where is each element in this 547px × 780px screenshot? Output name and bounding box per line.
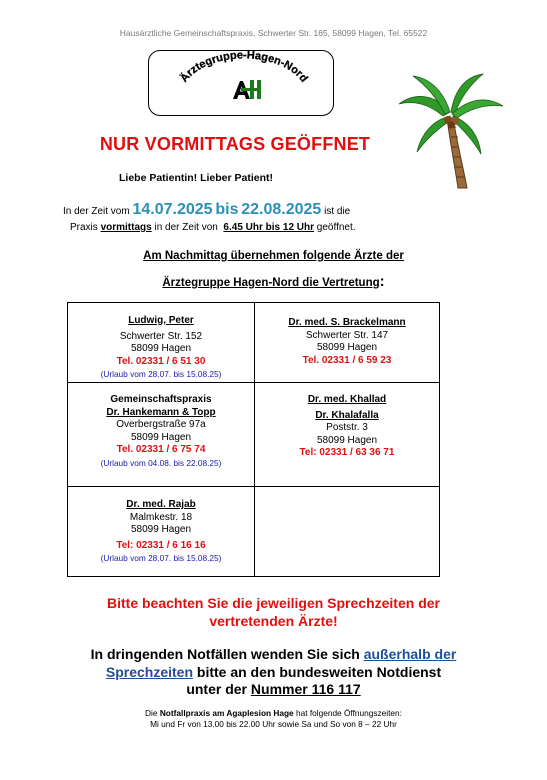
doctor-city: 58099 Hagen bbox=[130, 524, 192, 535]
doctor-street: Poststr. 3 bbox=[326, 422, 368, 433]
doctor-phone: Tel: 02331 / 6 16 16 bbox=[116, 539, 206, 551]
hours-text-e: geöffnet. bbox=[316, 222, 356, 233]
practice-header: Hausärztliche Gemeinschaftspraxis, Schwerter Str. 165, 58099 Hagen, Tel. 65522 bbox=[119, 28, 428, 38]
doctor-street: Malmkestr. 18 bbox=[129, 511, 193, 523]
practice-logo bbox=[148, 50, 334, 116]
mornings-text: vormittags bbox=[100, 222, 152, 233]
hours-text-a: Praxis bbox=[70, 222, 98, 233]
doctor-card-rajab bbox=[68, 499, 254, 565]
doctor-name: Dr. med. S. Brackelmann bbox=[288, 317, 406, 328]
emergency-number: Nummer 116 117 bbox=[250, 681, 361, 697]
doctor-vacation: (Urlaub vom 28.07. bis 15.08.25) bbox=[100, 369, 222, 379]
doctor-name: Dr. Hankemann & Topp bbox=[106, 406, 216, 418]
emergency-notice: In dringenden Notfällen wenden Sie sich außerhalb der Sprechzeiten bitte an den bundesweiten Notdienst unter der Nummer 116 117 bbox=[90, 646, 457, 697]
hours-range: 6.45 Uhr bis 12 Uhr bbox=[223, 222, 315, 233]
doctor-city: 58099 Hagen bbox=[316, 434, 378, 446]
hours-text-c: in der Zeit von bbox=[154, 222, 218, 233]
doctor-street: Schwerter Str. 147 bbox=[305, 329, 389, 341]
doctor-card-khallad-khalafalla bbox=[254, 394, 440, 460]
doctor-city: 58099 Hagen bbox=[130, 431, 192, 443]
opening-hours-line bbox=[70, 222, 356, 233]
substitution-heading-2: Ärztegruppe Hagen-Nord die Vertretung: bbox=[162, 273, 385, 290]
logo-graphic bbox=[149, 51, 332, 114]
logo-arc-text: Ärztegruppe-Hagen-Nord bbox=[178, 51, 310, 85]
substitution-heading-1: Am Nachmittag übernehmen folgende Ärzte der bbox=[143, 250, 404, 262]
doctor-vacation: (Urlaub vom 04.08. bis 22.08.25) bbox=[100, 457, 222, 468]
consultation-hours-notice: Bitte beachten Sie die jeweiligen Sprechzeiten der vertretenden Ärzte! bbox=[107, 595, 440, 629]
table-divider bbox=[68, 382, 439, 383]
emergency-practice-hours: Die Notfallpraxis am Agaplesion Hage hat folgende Öffnungszeiten: Mi und Fr von 13.00 bis 22.00 Uhr sowie Sa und So von 8 – 22 Uhr bbox=[145, 708, 402, 729]
doctor-name: Dr. med. Khallad bbox=[307, 394, 387, 405]
period-post-text: ist die bbox=[324, 206, 351, 217]
doctor-city: 58099 Hagen bbox=[130, 343, 192, 354]
period-pre-text: In der Zeit vom bbox=[63, 206, 130, 217]
doctor-card-brackelmann bbox=[254, 317, 440, 367]
doctor-phone: Tel. 02331 / 6 51 30 bbox=[116, 355, 206, 367]
doctor-phone: Tel: 02331 / 63 36 71 bbox=[299, 447, 395, 458]
closing-notice-title: NUR VORMITTAGS GEÖFFNET bbox=[99, 134, 371, 154]
palm-tree-illustration bbox=[395, 72, 505, 190]
practice-type: Gemeinschaftspraxis bbox=[110, 394, 212, 405]
doctor-card-hankemann-topp bbox=[68, 394, 254, 469]
doctor-card-ludwig bbox=[68, 315, 254, 381]
doctor-street: Schwerter Str. 152 bbox=[119, 330, 203, 342]
doctors-table bbox=[67, 302, 440, 577]
start-date: 14.07.2025 bbox=[132, 201, 213, 218]
ah-mark bbox=[233, 80, 261, 99]
doctor-vacation: (Urlaub vom 28.07. bis 15.08.25) bbox=[100, 553, 222, 563]
table-divider bbox=[68, 486, 439, 487]
doctor-name: Dr. med. Rajab bbox=[126, 499, 196, 510]
end-date: 22.08.2025 bbox=[241, 201, 322, 218]
doctor-street: Overbergstraße 97a bbox=[116, 419, 206, 430]
doctor-phone: Tel. 02331 / 6 75 74 bbox=[116, 444, 206, 455]
doctor-city: 58099 Hagen bbox=[316, 342, 378, 353]
doctor-name: Ludwig, Peter bbox=[128, 315, 194, 326]
doctor-name-2: Dr. Khalafalla bbox=[315, 409, 379, 421]
greeting: Liebe Patientin! Lieber Patient! bbox=[119, 172, 274, 184]
date-separator: bis bbox=[215, 201, 239, 218]
svg-text:Ärztegruppe-Hagen-Nord bbox=[177, 51, 309, 85]
doctor-phone: Tel. 02331 / 6 59 23 bbox=[302, 354, 392, 366]
period-line bbox=[63, 201, 483, 219]
